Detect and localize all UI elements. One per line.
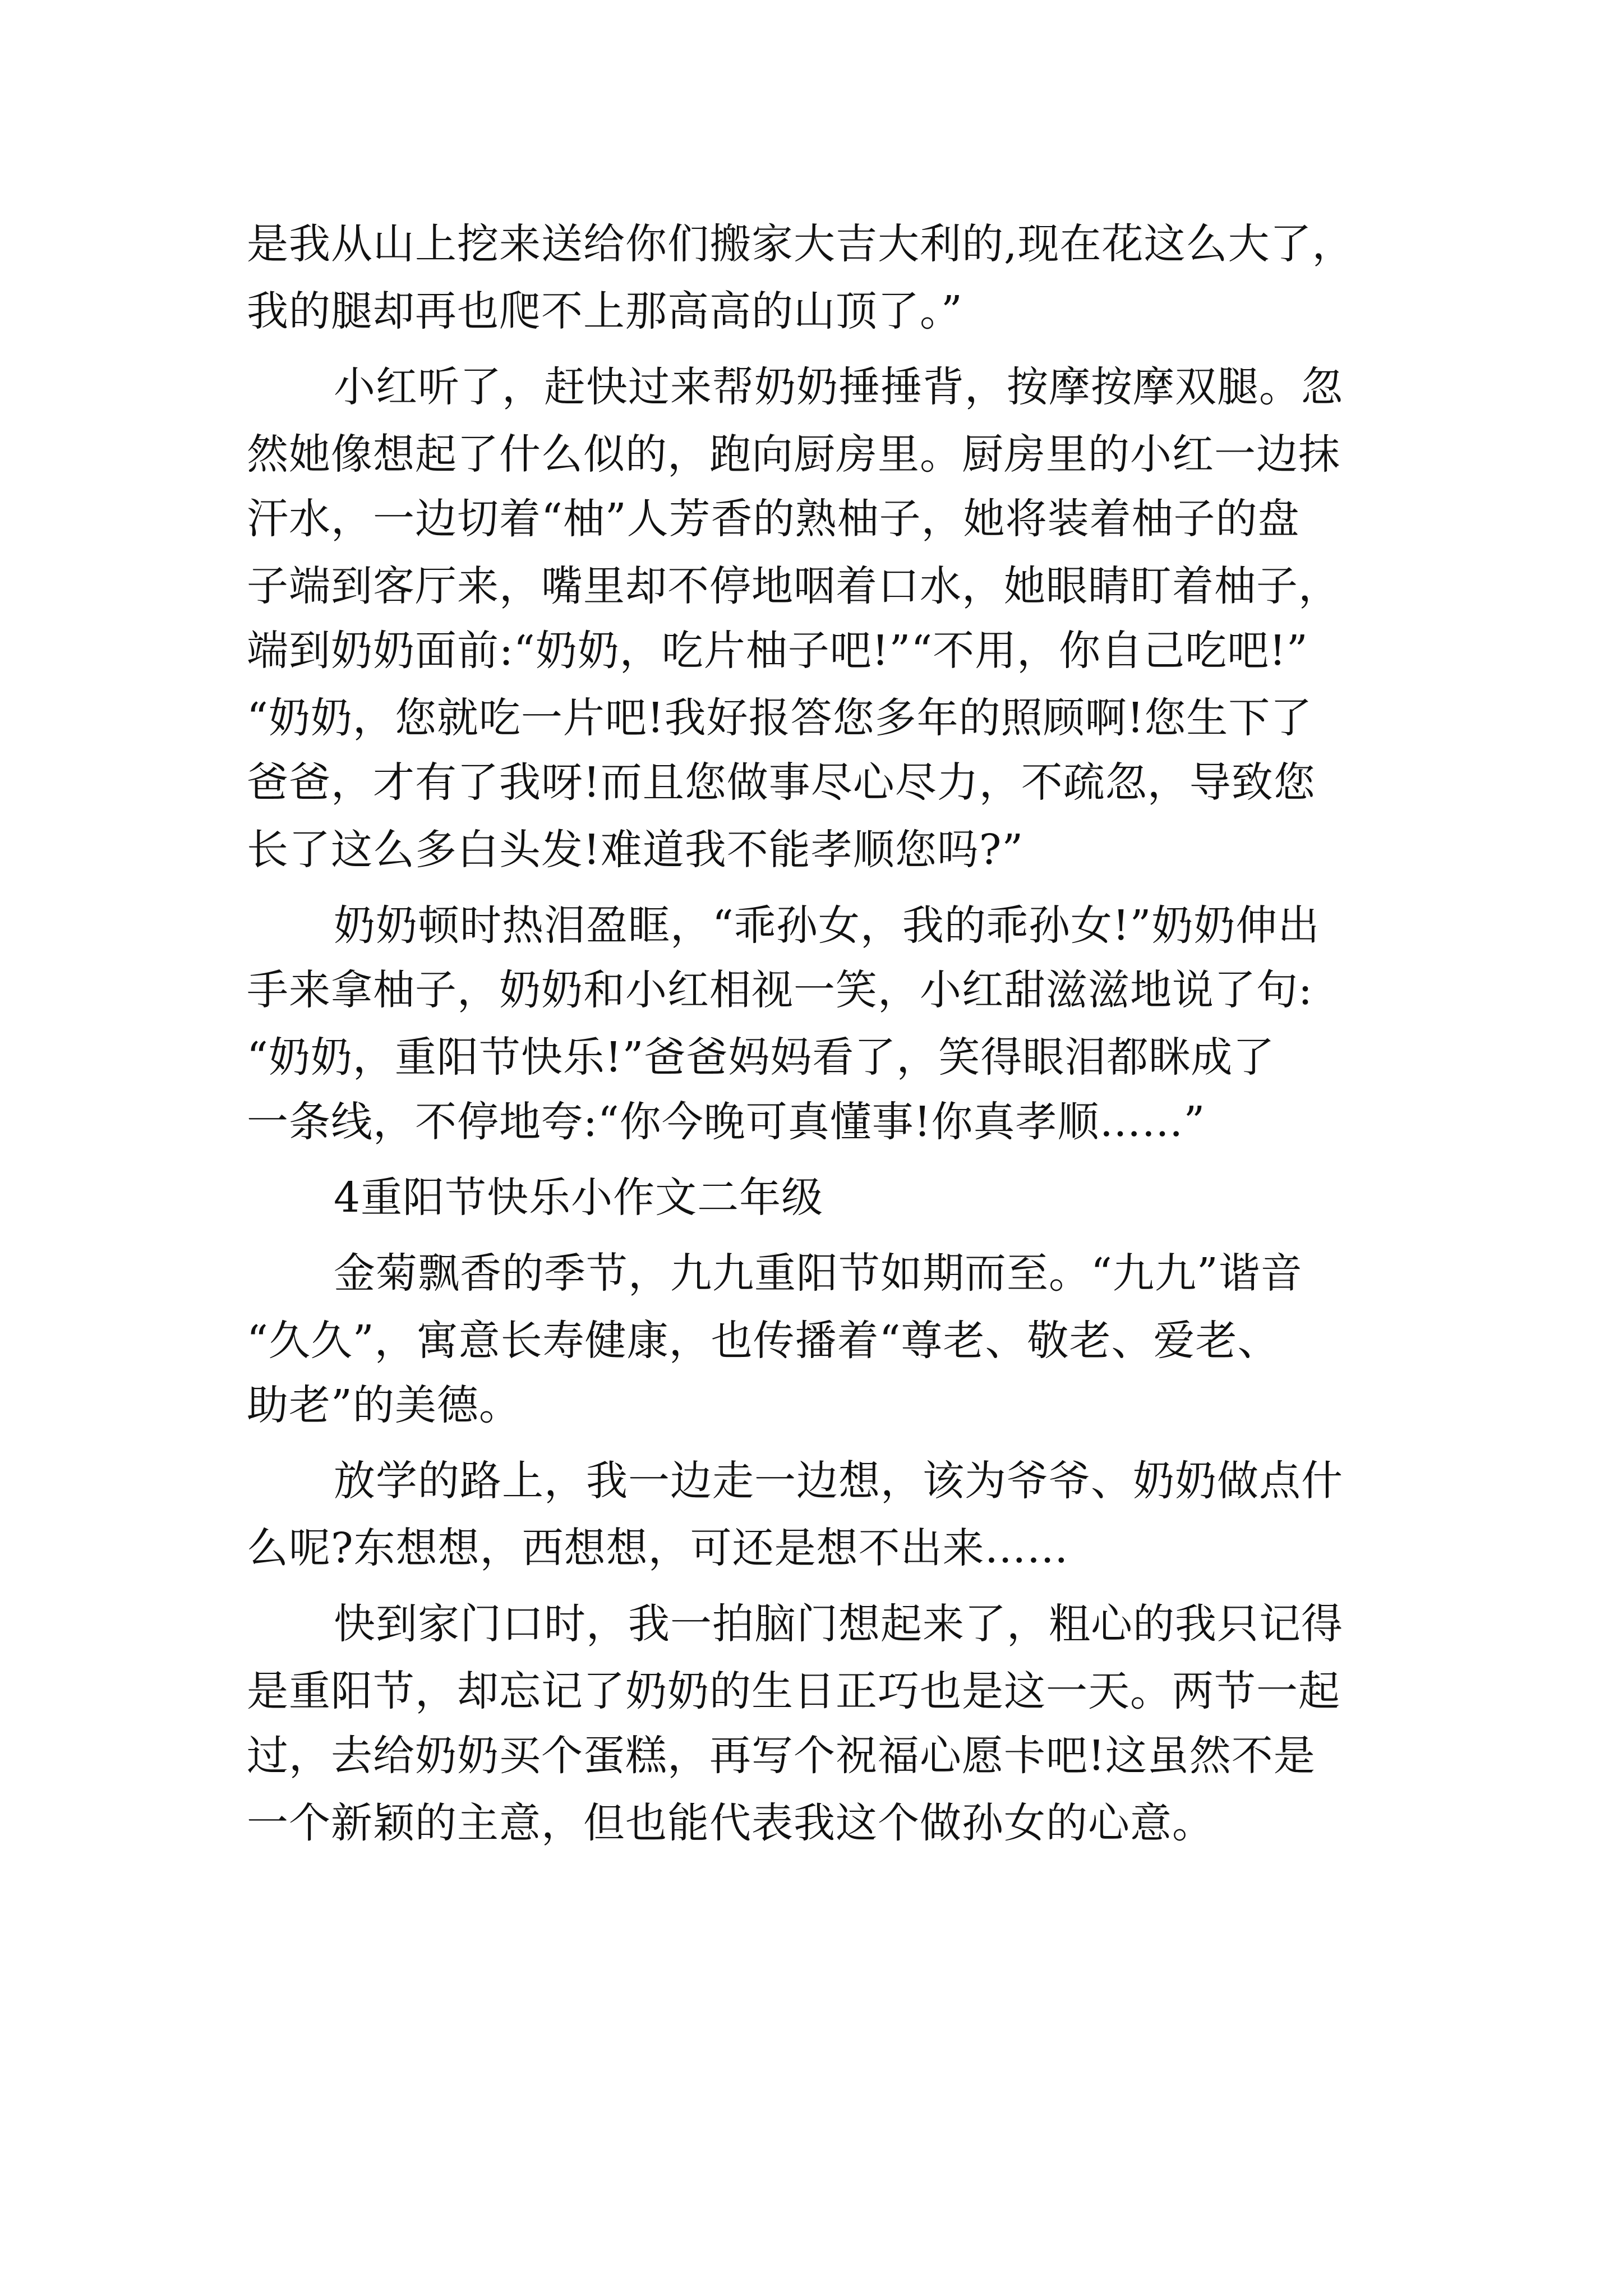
text-line: 长了这么多白头发!难道我不能孝顺您吗?” <box>247 826 1024 874</box>
text-line: 手来拿柚子，奶奶和小红相视一笑，小红甜滋滋地说了句: <box>247 966 1313 1014</box>
text-line: 我的腿却再也爬不上那高高的山顶了。” <box>247 287 963 335</box>
paragraph-line: 奶奶顿时热泪盈眶，“乖孙女，我的乖孙女!”奶奶伸出 <box>334 901 1320 950</box>
text-line: 汗水，一边切着“柚”人芳香的熟柚子，她将装着柚子的盘 <box>247 495 1300 543</box>
text-line: “久久”，寓意长寿健康，也传播着“尊老、敬老、爱老、 <box>247 1317 1280 1365</box>
text-line: 是重阳节，却忘记了奶奶的生日正巧也是这一天。两节一起 <box>247 1667 1340 1715</box>
paragraph-line: 放学的路上，我一边走一边想，该为爷爷、奶奶做点什 <box>334 1457 1343 1505</box>
text-line: 一条线，不停地夸:“你今晚可真懂事!你真孝顺……” <box>247 1098 1206 1146</box>
text-line: 然她像想起了什么似的，跑向厨房里。厨房里的小红一边抹 <box>247 430 1340 478</box>
text-line: 是我从山上挖来送给你们搬家大吉大利的,现在花这么大了， <box>247 220 1354 268</box>
text-line: 端到奶奶面前:“奶奶，吃片柚子吧!”“不用，你自己吃吧!” <box>247 627 1308 675</box>
text-line: 一个新颖的主意，但也能代表我这个做孙女的心意。 <box>247 1799 1214 1847</box>
paragraph-line: 小红听了，赶快过来帮奶奶捶捶背，按摩按摩双腿。忽 <box>334 363 1343 411</box>
text-line: 么呢?东想想，西想想，可还是想不出来…… <box>247 1524 1069 1572</box>
paragraph-line: 快到家门口时，我一拍脑门想起来了，粗心的我只记得 <box>334 1600 1343 1648</box>
text-line: 过，去给奶奶买个蛋糕，再写个祝福心愿卡吧!这虽然不是 <box>247 1732 1316 1780</box>
text-line: “奶奶，重阳节快乐!”爸爸妈妈看了，笑得眼泪都眯成了 <box>247 1033 1275 1082</box>
text-line: 爸爸，才有了我呀!而且您做事尽心尽力，不疏忽，导致您 <box>247 758 1316 807</box>
section-heading: 4重阳节快乐小作文二年级 <box>334 1174 824 1222</box>
text-line: “奶奶，您就吃一片吧!我好报答您多年的照顾啊!您生下了 <box>247 694 1313 742</box>
text-line: 子端到客厅来，嘴里却不停地咽着口水，她眼睛盯着柚子， <box>247 562 1340 610</box>
paragraph-line: 金菊飘香的季节，九九重阳节如期而至。“九九”谐音 <box>334 1249 1303 1297</box>
text-line: 助老”的美德。 <box>247 1381 521 1429</box>
